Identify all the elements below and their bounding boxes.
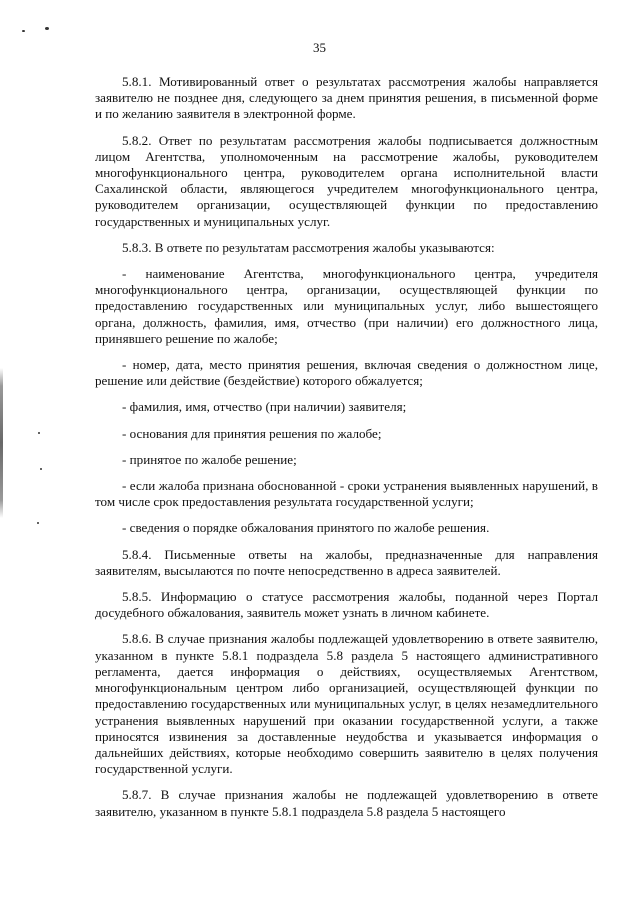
page-number: 35 xyxy=(313,40,326,55)
scan-speck xyxy=(38,432,40,434)
paragraph-5-8-2: 5.8.2. Ответ по результатам рассмотрения жалобы подписывается должностным лицом Агентства, уполномоченным на рассмотрение жалобы, руководителем многофункционального центра, руководителем органа исполнительной власти Сахалинской области, являющегося учредителем многофункционального центра, руководителем организации, осуществляющей функции по предоставлению государственных и муниципальных услуг. xyxy=(95,132,598,229)
paragraph-5-8-7: 5.8.7. В случае признания жалобы не подлежащей удовлетворению в ответе заявителю, указанном в пункте 5.8.1 подраздела 5.8 раздела 5 настоящего xyxy=(95,787,598,819)
list-item-remedy-deadlines: - если жалоба признана обоснованной - сроки устранения выявленных нарушений, в том числе срок предоставления результата государственной услуги; xyxy=(95,478,598,510)
paragraph-5-8-5: 5.8.5. Информацию о статусе рассмотрения жалобы, поданной через Портал досудебного обжалования, заявитель может узнать в личном кабинете. xyxy=(95,589,598,621)
list-item-decision: - принятое по жалобе решение; xyxy=(122,451,297,467)
paragraph-5-8-3: 5.8.3. В ответе по результатам рассмотрения жалобы указываются: xyxy=(122,239,495,255)
scan-speck xyxy=(45,27,49,30)
scan-speck xyxy=(40,468,42,470)
list-item-decision-number: - номер, дата, место принятия решения, включая сведения о должностном лице, решение или действие (бездействие) которого обжалуется; xyxy=(95,357,598,389)
document-body xyxy=(95,74,598,820)
paragraph-5-8-1: 5.8.1. Мотивированный ответ о результатах рассмотрения жалобы направляется заявителю не позднее дня, следующего за днем принятия решения, в письменной форме и по желанию заявителя в электронной форме. xyxy=(95,74,598,122)
list-item-appeal-procedure: - сведения о порядке обжалования принятого по жалобе решения. xyxy=(122,520,490,536)
scan-edge-shadow xyxy=(0,368,3,518)
paragraph-5-8-4: 5.8.4. Письменные ответы на жалобы, предназначенные для направления заявителям, высылаются по почте непосредственно в адреса заявителей. xyxy=(95,546,598,578)
list-item-applicant-name: - фамилия, имя, отчество (при наличии) заявителя; xyxy=(122,399,407,415)
scan-speck xyxy=(37,522,39,524)
list-item-decision-grounds: - основания для принятия решения по жалобе; xyxy=(122,425,382,441)
scan-speck xyxy=(22,30,25,32)
paragraph-5-8-6: 5.8.6. В случае признания жалобы подлежащей удовлетворению в ответе заявителю, указанном в пункте 5.8.1 подраздела 5.8 раздела 5 настоящего административного регламента, дается информация о действиях, осуществляемых Агентством, многофункциональным центром либо организацией, осуществляющей функции по предоставлению государственных или муниципальных услуг, в целях незамедлительного устранения выявленных нарушений при оказании государственной услуги, а также приносятся извинения за доставленные неудобства и указывается информация о дальнейших действиях, которые необходимо совершить заявителю в целях получения государственной услуги. xyxy=(95,631,598,777)
list-item-agency-name: - наименование Агентства, многофункционального центра, учредителя многофункционального центра, организации, осуществляющей функции по предоставлению государственных или муниципальных услуг, либо вышестоящего органа, должность, фамилия, имя, отчество (при наличии) его должностного лица, принявшего решение по жалобе; xyxy=(95,266,598,346)
